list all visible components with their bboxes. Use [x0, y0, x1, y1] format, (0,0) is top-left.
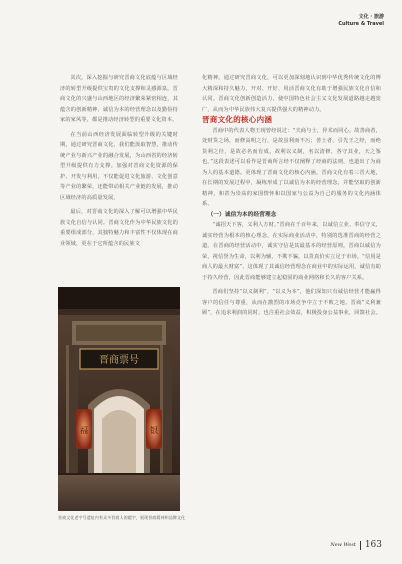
- page-footer: [330, 540, 382, 550]
- footer-divider: [360, 541, 361, 550]
- section-paragraph: 晋商中的代表人物王现曾经说过：“夫商与士，异术而同心。故善商者，处财货之场，而修高明之行，是故虽利而不污；善士者，引先王之经，而绝货利之径，是故必名而有成。故利以义制，名以清修，各守其业，天之鉴也。”这段表述可以看作是晋商所言经不仅阐释了经商的法则，也道出了为商为人的基本道德。更体现了晋商文化的核心内涵。晋商文化有着三晋大地，在长期的发展过程中，凝练形成了以诚信为本的经营理念，并能坚取的创新精神，和甚为崇高的家国情怀和以国家与公益为自己的服务的文化内涵体系。: [202, 127, 381, 207]
- magazine-name: New West: [330, 542, 356, 548]
- left-lantern-text: 福: [80, 426, 88, 435]
- photo-caption: 晋商文化老字号遗址内有众多晋商人的题字，展现晋商精神和品牌文化: [58, 515, 186, 520]
- storefront-illustration: [58, 287, 180, 511]
- subsection-paragraph-1: “诚招天下客，义利人方财。”晋商在千百年来，以诚信立业、奉信守义，诚实经营为根本的核心理念，在实际商业活动中，特别的选准晋商的经营之道。在晋商的经营活动中，诚实守信是其最基本的经营原则。晋商以诚信为荣，视信誉为生命，以利为辅，不欺不骗，以货真价实立足于市场。“信用是商人的最大财富”，这体现了其诚信经营理念在商业中的实际运用，诚信有助于持久经营，因此晋商能够建立起稳固的商业网络和长久的客户关系。: [202, 222, 381, 281]
- right-lantern-text: 银: [150, 426, 158, 435]
- subsection-heading: （一）诚信为本的经营理念: [207, 211, 277, 218]
- section-label: 文化 · 旅游: [358, 14, 384, 20]
- section-label-en: Culture & Travel: [338, 21, 384, 27]
- left-paragraph-2: 在当前山西经济发展面临转型升级的关键时期，通过研究晋商文化，我们能汲取智慧，推动传统产业与新兴产业的融合发展，为山西省的经济转型升级提供有力支撑。加强对晋商文化资源的保护、开发与利用，不仅能促进文化旅游、文化创意等产业的繁荣，还能带动相关产业链的发展，推动区域经济的高质量发展。: [60, 131, 178, 201]
- section-heading: 晋商文化的核心内涵: [202, 115, 273, 124]
- article-photo: [58, 287, 180, 511]
- page-number: 163: [364, 540, 382, 550]
- left-paragraph-1: 其次，深入挖掘与研究晋商文化底蕴与区域经济的转型升级提供宝贵的文化支撑和灵感源泉。晋商文化的兴盛与山西地区的经济繁荣紧密相连，其蕴含的创新精神、诚信为本的经营理念以及勤俭持家的家风等，都是推动经济转型的重要文化资本。: [60, 75, 178, 123]
- plaque-text: 晋商票号: [99, 355, 139, 366]
- right-column: [202, 73, 381, 319]
- page-header: [338, 14, 384, 28]
- right-intro-paragraph: 化精神。通过研究晋商文化，可以更加深刻地认识到中华优秀传统文化的博大精深和持久魅力，开对、开好、用活晋商文化有助于增强民族文化自信和认同。晋商文化创新创造活力，使中国特色社会主义文化发展道路越走越宽广，从而为中华民族伟大复兴提供强大的精神动力。: [202, 75, 381, 113]
- left-column: [60, 73, 178, 249]
- subsection-paragraph-2: 晋商们坚持“以义制利”，“以义为本”，他们深知只有诚信经营才能赢得客户的信任与尊重，从而在激烈的市场竞争中立于不败之地。晋商“义利兼顾”，在追求利润的同时，也注重社会效益，积极投身公益事业，回馈社会。: [202, 289, 381, 316]
- left-paragraph-3: 最后，对晋商文化的深入了解可以增强中华民族文化自信与认同。晋商文化作为中华民族文化的重要组成部分，其独特魅力和丰富性不仅体现在商业领域，更在于它所蕴含的民族文: [60, 209, 178, 247]
